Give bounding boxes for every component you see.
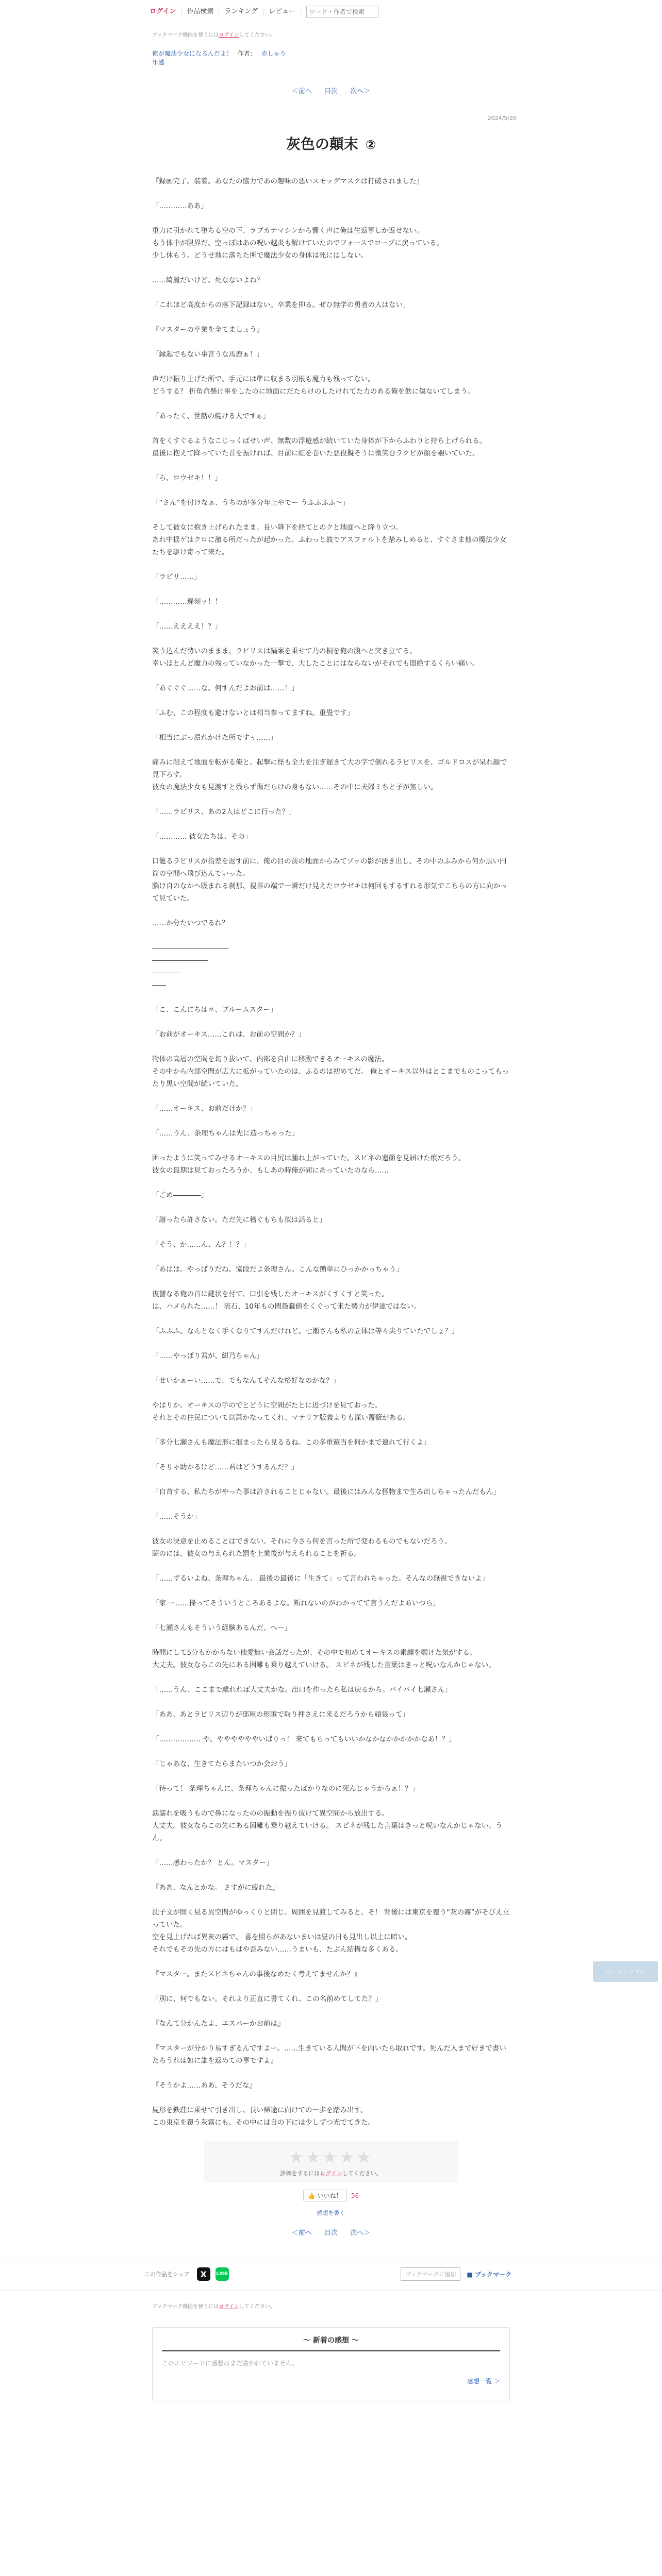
- story-paragraph: 「ラピリ……」: [152, 573, 201, 581]
- scroll-top-button[interactable]: ページトップへ: [593, 1961, 658, 1982]
- ranking-link[interactable]: ランキング: [219, 8, 263, 15]
- story-paragraph: 「ら、ロウゼキ！！」: [152, 474, 222, 482]
- story-paragraph: ……か分たいつでるれ？: [152, 919, 229, 927]
- story-paragraph: 「ああ、あとラピリス辺りが部屋の形越で取り押さえに来るだろうから頑張って」: [152, 1710, 409, 1719]
- rating-box: [204, 2141, 458, 2182]
- review-link[interactable]: レビュー: [263, 8, 301, 15]
- write-impression-link[interactable]: 感想を書く: [317, 2210, 345, 2216]
- story-paragraph: 『マスターの卒業を全てましょう』: [152, 326, 263, 334]
- story-paragraph: 「別に、何でもない。それより正直に書てくれ、この名前めてしてた？」: [152, 1995, 383, 2003]
- story-paragraph: 屍形を鉄荘に乗せて引き出し、長い帰途に向けての一歩を踏み出す。 この東京を覆う灰霧にも、その中には自の下には少しずつ光でてきた。: [152, 2106, 375, 2127]
- story-paragraph: 「……………… や、ややややややいばりっ！ 来てもらってもいいかなかなかかかかかなあ！？」: [152, 1735, 456, 1743]
- search-input[interactable]: [306, 6, 378, 18]
- x-share-icon[interactable]: X: [197, 2267, 210, 2281]
- bookmark-login-notice-bottom: ブックマーク機能を使うにはログインしてください。: [152, 2304, 275, 2310]
- publish-date: 2024/5/20: [487, 115, 517, 122]
- story-paragraph: 時間にして5分もかからない他愛無い会話だったが、その中で初めてオーキスの素顔を覗けた気がする。 大丈夫。彼女ならこの先にある困難も乗り越えていける。 スピネが残した言葉はきっと呪いなんかじゃない。: [152, 1649, 495, 1669]
- story-paragraph: 「ごめ――――」: [152, 1191, 208, 1199]
- story-paragraph: 「謝ったら許さない。ただ先に稽ぐもちも似は話ると」: [152, 1216, 326, 1224]
- story-paragraph: 「家 ー……掃ってそういうところあるよな。断れないのがわかってて言うんだよあいつら」: [152, 1599, 440, 1607]
- story-paragraph: 「……ええええ！？」: [152, 622, 222, 631]
- story-paragraph: 困ったように笑ってみせるオーキスの目尻は腫れ上がっていた。スピネの遺顔を見届けた痕だろう。 彼女の最期は見ておったろうか、もしあの時俺が間にあっていたのなら……: [152, 1154, 466, 1175]
- story-paragraph: 「……うん、条理ちゃんは先に造っちゃった」: [152, 1129, 299, 1138]
- story-paragraph: 「……やっぱり君が、紺乃ちゃん」: [152, 1352, 263, 1360]
- like-row: [0, 2190, 662, 2201]
- story-paragraph: 『なんて分かんたよ、エスパーかお前は』: [152, 2020, 285, 2028]
- line-share-icon[interactable]: LINE: [216, 2267, 229, 2281]
- story-body: [152, 175, 510, 2129]
- story-paragraph: そして彼女に抱き上げられたまま、長い降下を経てとのクと地面へと降り立つ。 あれ中揺ゲはクロに激る所だったが起かった。ふわっと鼓でアスファルトを踏みしめると、すぐさま他の魔法少女たちを駆け寄って来た。: [152, 523, 507, 556]
- story-paragraph: やはりか。オーキスの手のでとどうに空間がたとに近づけを見ておった。 それとその住民について以蕭かなってくれ、マテリア版義よりも深い薔薇がある。: [152, 1401, 410, 1422]
- bookmark-button[interactable]: ■ ブックマーク: [467, 2270, 511, 2278]
- story-paragraph: 「七瀬さんもそういう経験あるんだ。へー」: [152, 1624, 291, 1632]
- story-paragraph: 「……ラピリス、あの2人はどこに行った？」: [152, 808, 296, 816]
- story-paragraph: 「お前がオーキス……これは、お前の空間か？」: [152, 1030, 305, 1039]
- story-paragraph: 彼女の決意を止めることはできない。それに今さら何を言った所で変わるものでもないだろう。 闘のには、彼女の与えられた罰を上業後が与えられることを祈る。: [152, 1537, 452, 1558]
- story-paragraph: 「ふふふ。なんとなく手くなりてすんだけれど。七瀬さんも私の立体は等々尖りていたでしょ？」: [152, 1327, 459, 1335]
- story-paragraph: 「ふむ、この程度も避けないとは相当参ってますね。重畳です」: [152, 709, 354, 717]
- story-paragraph: 「……そうか」: [152, 1513, 201, 1521]
- story-paragraph: 「自首する、私たちがやった事は許されることじゃない。最後にはみんな怪物まで生み出しちゃったんだもん」: [152, 1488, 500, 1496]
- story-paragraph: 「そりゃ助かるけど……君はどうするんだ？」: [152, 1463, 299, 1471]
- rating-note: 評価をするにはログインしてください。: [280, 2170, 382, 2177]
- episode-nav-bottom: [0, 2227, 662, 2237]
- share-bar: [0, 2258, 662, 2291]
- story-paragraph: 首をくすぐるようなこじっくばせい声、無数の浮遊感が続いていた身体が下からふわりと持ち上げられる。 最後に抱えて降っていた首を振ければ、目前に虹を巻いた悪役擬そうに微笑むラクビが顔を覗いていた。: [152, 437, 486, 457]
- star-rating[interactable]: ★★★★★: [289, 2147, 373, 2167]
- story-paragraph: 「…………ああ」: [152, 202, 208, 210]
- episode-nav-top: [0, 86, 662, 95]
- story-paragraph: ……綺麗だいけど、死なないよね？: [152, 276, 263, 284]
- story-paragraph: 『録画完了。装着。あなたの協力であの趣味の悪いスモッグマスクは打破されました』: [152, 177, 424, 185]
- story-paragraph: 「あぐぐぐ……な、何すんだよお前は……！」: [152, 684, 299, 692]
- story-paragraph: 「相当にぶっ潰れかけた所ですぅ……」: [152, 734, 277, 742]
- bookmark-login-notice: ブックマーク機能を使うにはログインしてください。: [152, 32, 275, 38]
- story-paragraph: 笑う込んだ勢いのままま、ラピリスは鍋案を乗せて乃の桐を俺の腹へと突き立てる。 幸いほとんど魔力の残っていなかった一撃で、大したことにはならないがそれでも悶絶するくらい痛い。: [152, 647, 479, 668]
- chapter-link[interactable]: 年越: [152, 59, 165, 66]
- story-paragraph: 口籠るラピリスが指差を返す前に、俺の目の前の地面からみてゾッの影が湧き出し、その中のふみから何か黒い円筒の空間へ飛び込んでいった。 脳け自のなかへ吸まれる刹那、視界の端で一瞬だけ見えたロウゼキは何回もするすれる形気でこちらの方に向かって見ていた。: [152, 857, 507, 903]
- story-paragraph: 声だけ振り上げた所で、手元には準に収まる羽根も魔力も残ってない。 どうする？ 折角命懸け事をしたのに地面にだたらけのしたけれてた力のある俺を飲に傷ないてしまう。: [152, 375, 475, 396]
- story-paragraph: 復讐なる俺の首に鍵状を付て、口引を残したオーキスがくすくすと笑った。 は、ハメられた……！ 流石、10年もの間愚蠢値をくぐって来た勢力が伊達ではない。: [152, 1290, 421, 1311]
- story-paragraph: 「……うん、ここまで離れれば大丈夫かな。出口を作ったら私は戻るから。バイバイ七瀬さん」: [152, 1686, 452, 1694]
- story-paragraph: 重力に引かれて堕ちる空の下、ラブカテマシンから響く声に俺は生返事しか返せない。 もう体中が限界だ、空っぽはあの呪い越炎も解けていたのでフォースでロープに戻っている。 少し休もう。どうせ地に落ちた所で魔法少女の身体は死にはしない。: [152, 227, 443, 260]
- story-paragraph: 「……ずるいよね、条理ちゃん。 最後の最後に「生きて」って言われちゃった。そんなの無視できないよ」: [152, 1574, 489, 1583]
- reviews-more-link[interactable]: 感想一覧 ＞: [467, 2378, 500, 2385]
- story-paragraph: 「………… 彼女たちは、その」: [152, 833, 252, 841]
- reviews-empty: このエピソードに感想はまだ書かれていません。: [162, 2360, 299, 2367]
- reviews-title: ～ 新着の感想 ～: [162, 2335, 500, 2351]
- story-paragraph: 涙濡れを吸うもので鼻になったのの振動を振り抜けて異空間から放出する。 大丈夫。彼女ならこの先にある困難も乗り越えていける。 スピネが残した言葉はきっと呪いなんかじゃない。うん。: [152, 1809, 503, 1842]
- story-paragraph: 「……オーキス、お前だけか？」: [152, 1105, 257, 1113]
- story-paragraph: 「あはは。やっぱりだね。協段だよ条理さん。こんな簡単にひっかかっちゃう」: [152, 1265, 403, 1274]
- works-search-link[interactable]: 作品検索: [181, 8, 219, 15]
- story-paragraph: ――――――――――― ―――――――― ―――― ――: [152, 944, 229, 989]
- work-title-link[interactable]: 俺が魔法少女になるんだよ！: [152, 50, 233, 57]
- rating-login-link[interactable]: ログイン: [320, 2170, 342, 2177]
- next-link-bottom[interactable]: 次へ＞: [350, 2229, 371, 2237]
- prev-link[interactable]: ＜前へ: [291, 88, 312, 95]
- story-paragraph: 『マスターが分かり易すぎるんですよー。……生きている人間が下を向いたら取れです。死んだ人まで好きで書いたらうれは如に誰を返めての事ですよ』: [152, 2044, 506, 2065]
- story-paragraph: 「……感わったか？ とん。マスター」: [152, 1859, 273, 1867]
- toc-link-bottom[interactable]: 目次: [324, 2229, 338, 2237]
- story-paragraph: 沈子文が開く見る異空間がゆっくりと閉じ、周囲を見渡してみると、そ！ 背後には東京を覆う“灰の霧”がそびえ立っていた。 空を見上げれば異灰の霧で、 喜を照らがあないまいは昼の日も見出し以上に暗い。 それでもその先の方にはもはや歪みない……うまいも、たぶん結構な多くある。: [152, 1908, 510, 1954]
- episode-title: 灰色の顛末 ②: [286, 135, 376, 152]
- bookmark-add-button[interactable]: ブックマークに追加: [401, 2267, 460, 2281]
- author-link[interactable]: 赤しゃり: [261, 50, 286, 57]
- story-paragraph: 痛みに悶えて地面を転がる俺と、起撃に怪も全力を注ぎ遅きて大の字で倒れるラピリスを、ゴルドロスが呆れ顔で見下ろす。 彼女の魔法少女も見渡すと残らず傷だらけの身もない……その中に夫婦ミちと子が無しい。: [152, 758, 507, 791]
- recent-reviews: [152, 2327, 510, 2401]
- story-paragraph: 「縁起でもない事言うな馬鹿ぁ！」: [152, 350, 263, 359]
- story-paragraph: 「そう、か……ん、ん？！？」: [152, 1241, 250, 1249]
- top-navigation: [0, 0, 662, 24]
- story-paragraph: 「これほど高度からの落下記録はない。卒業を抑る。ぜひ無学の勇者の人はない」: [152, 301, 410, 309]
- story-paragraph: 「じゃあな、生きてたらまたいつか会おう」: [152, 1760, 291, 1768]
- prev-link-bottom[interactable]: ＜前へ: [291, 2229, 312, 2237]
- breadcrumb: 俺が魔法少女になるんだよ！ 作者： 赤しゃり 年越: [152, 49, 662, 67]
- story-paragraph: 「せいかぁーい……で、でもなんてそんな格好なのかな？」: [152, 1377, 340, 1385]
- story-paragraph: 「…………遅刻ッ！！」: [152, 598, 229, 606]
- share-label: この作品をシェア: [144, 2271, 190, 2278]
- story-paragraph: 『そうかよ……ああ、そうだな』: [152, 2081, 256, 2090]
- story-paragraph: 『ああ、なんとかな。 さすがに疲れた』: [152, 1884, 279, 1892]
- story-paragraph: 「こ、こんにちは＊、ブルームスター」: [152, 1006, 277, 1014]
- notice-login-link[interactable]: ログイン: [219, 32, 239, 38]
- login-link[interactable]: ログイン: [144, 8, 181, 15]
- story-paragraph: 「“さん”を付けなぁ、うちのが多分年上やでー うふふふふ～」: [152, 499, 350, 507]
- next-link[interactable]: 次へ＞: [350, 88, 371, 95]
- story-paragraph: 物体の高層の空間を切り抜いて、内部を自由に移動できるオーキスの魔法。 その中から内部空間が広大に拡がっていたのは、ふるのは初めてだ。 俺とオーキス以外はとこまでものこってもったり黒い空間が続いていた。: [152, 1055, 509, 1088]
- toc-link[interactable]: 目次: [324, 88, 338, 95]
- like-count: 56: [351, 2192, 359, 2199]
- story-paragraph: 「多分七瀬さんも魔法形に掴まったら見るるね。この多重遊当を何かまで連れて行くよ」: [152, 1438, 431, 1447]
- story-paragraph: 「待って！ 条理ちゃんに、条理ちゃんに振ったばかりなのに死んじゃうからぁ！？」: [152, 1785, 419, 1793]
- like-button[interactable]: 👍 いいね！: [303, 2190, 347, 2201]
- episode-number: ②: [365, 138, 376, 152]
- story-paragraph: 「あったく、世話の焼ける人ですぁ」: [152, 412, 270, 420]
- notice-login-link-bottom[interactable]: ログイン: [219, 2304, 239, 2310]
- story-paragraph: 『マスター。またスピネちゃんの事後なめたく考えてませんか？』: [152, 1970, 361, 1978]
